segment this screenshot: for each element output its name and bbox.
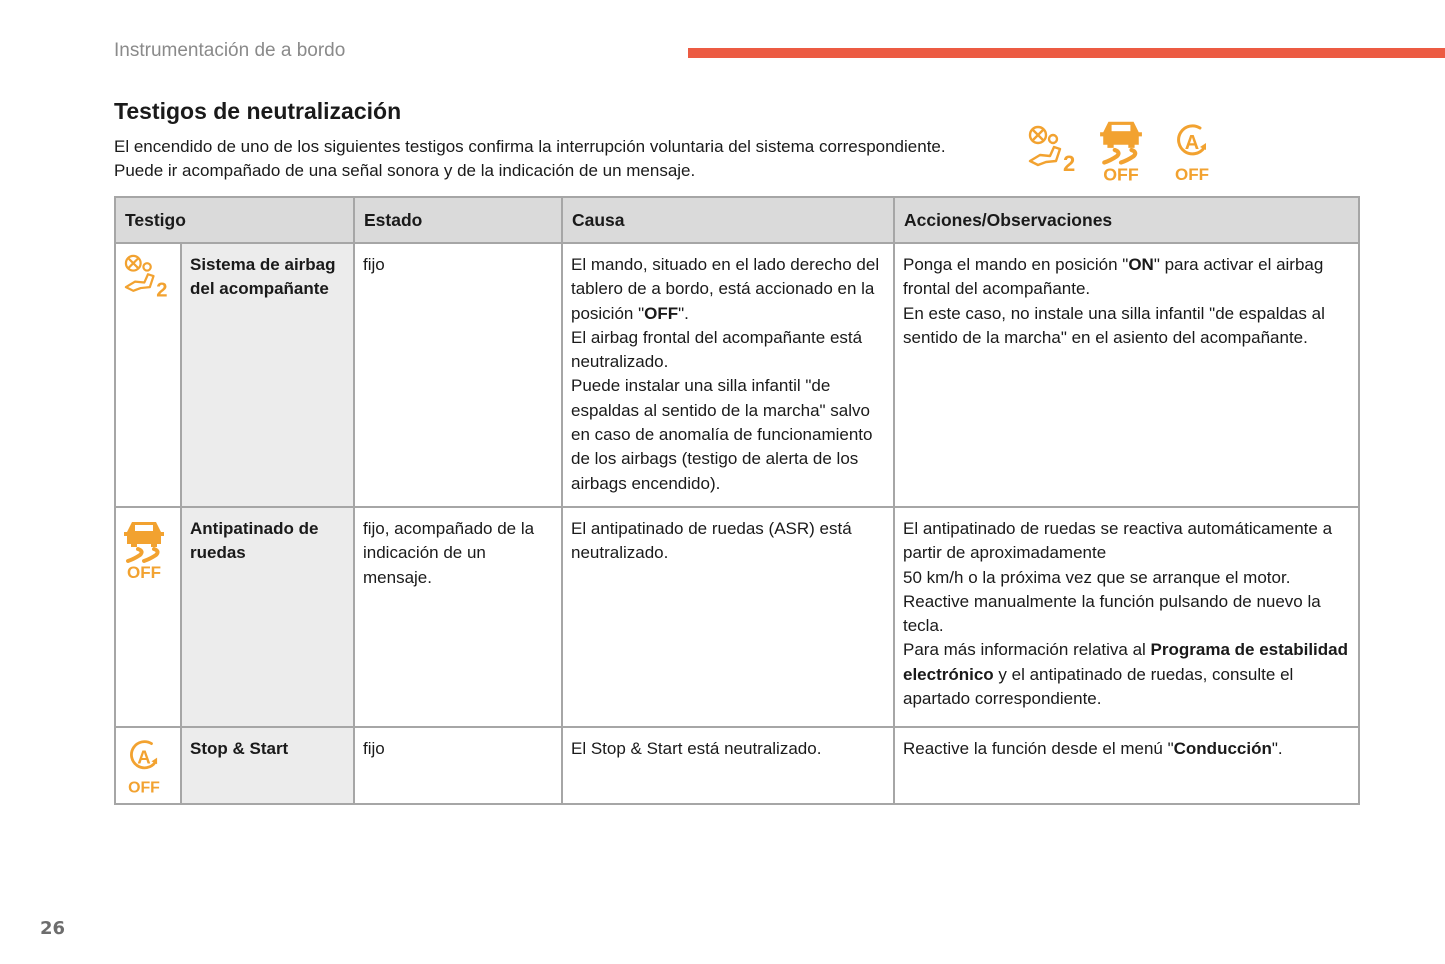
- accent-bar: [688, 48, 1445, 58]
- text-run: En este caso, no instale una silla infantil "de espaldas al sentido de la marcha" en el asiento del acompañante.: [903, 303, 1325, 347]
- warning-actions: [894, 243, 1359, 507]
- icon-cell: [115, 507, 181, 727]
- airbag-off-icon: [1026, 124, 1082, 176]
- emphasis-text: Conducción: [1173, 738, 1272, 758]
- warning-state: fijo, acompañado de la indicación de un mensaje.: [354, 507, 562, 727]
- warning-name: Sistema de airbag del acompañante: [181, 243, 354, 507]
- warning-cause: [562, 507, 894, 727]
- column-header-causa: Causa: [562, 197, 894, 243]
- text-run: El antipatinado de ruedas se reactiva automáticamente a partir de aproximadamente: [903, 518, 1333, 563]
- page-number: 26: [40, 918, 66, 939]
- text-run: Reactive la función desde el menú ": [903, 738, 1174, 758]
- header-icons: [1026, 116, 1221, 188]
- section-label: Instrumentación de a bordo: [114, 40, 346, 61]
- table-row: [115, 507, 1359, 727]
- warning-actions: [894, 507, 1359, 727]
- stop-start-off-icon: [1170, 122, 1214, 184]
- text-run: y el antipatinado de ruedas, consulte el apartado correspondiente.: [903, 664, 1294, 709]
- icon-cell: [115, 243, 181, 507]
- icon-cell: [115, 727, 181, 804]
- text-run: ".: [678, 303, 689, 323]
- warning-lights-table: [114, 196, 1360, 805]
- text-run: Puede instalar una silla infantil "de espaldas al sentido de la marcha" salvo en caso de anomalía de funcionamiento de los airbags (testigo de alerta de los airbags encendido).: [571, 376, 873, 493]
- emphasis-text: Programa de estabilidad electrónico: [903, 640, 1348, 684]
- emphasis-text: ON: [1128, 255, 1154, 274]
- warning-name: Antipatinado de ruedas: [181, 507, 354, 727]
- text-run: " para activar el airbag frontal del acompañante.: [903, 255, 1324, 299]
- text-run: Para más información relativa al: [903, 640, 1151, 660]
- warning-name: Stop & Start: [181, 727, 354, 804]
- emphasis-text: OFF: [644, 303, 679, 323]
- table-row: [115, 727, 1359, 804]
- intro-line: Puede ir acompañado de una señal sonora y de la indicación de un mensaje.: [114, 161, 696, 180]
- text-run: El antipatinado de ruedas (ASR) está neutralizado.: [571, 518, 852, 563]
- warning-state: fijo: [354, 727, 562, 804]
- page-title: Testigos de neutralización: [114, 98, 402, 124]
- intro-text: [114, 135, 946, 183]
- text-run: 50 km/h o la próxima vez que se arranque el motor.: [903, 567, 1291, 587]
- warning-state: fijo: [354, 243, 562, 507]
- table-header-row: [115, 197, 1359, 243]
- warning-cause: [562, 727, 894, 804]
- traction-control-off-icon: [122, 518, 166, 580]
- table-row: [115, 243, 1359, 507]
- stop-start-off-icon: [122, 738, 166, 796]
- text-run: El airbag frontal del acompañante está neutralizado.: [571, 327, 863, 372]
- text-run: Reactive manualmente la función pulsando de nuevo la tecla.: [903, 591, 1321, 636]
- text-run: ".: [1271, 738, 1283, 758]
- warning-cause: [562, 243, 894, 507]
- column-header-acciones: Acciones/Observaciones: [894, 197, 1359, 243]
- warning-actions: [894, 727, 1359, 804]
- text-run: El mando, situado en el lado derecho del tablero de a bordo, está accionado en la posición ": [571, 255, 880, 323]
- intro-line: El encendido de uno de los siguientes testigos confirma la interrupción voluntaria del sistema correspondiente.: [114, 137, 946, 156]
- text-run: El Stop & Start está neutralizado.: [571, 738, 822, 758]
- traction-control-off-icon: [1098, 116, 1144, 184]
- column-header-testigo: Testigo: [115, 197, 354, 243]
- text-run: Ponga el mando en posición ": [903, 255, 1129, 274]
- column-header-estado: Estado: [354, 197, 562, 243]
- airbag-off-icon: [122, 254, 174, 300]
